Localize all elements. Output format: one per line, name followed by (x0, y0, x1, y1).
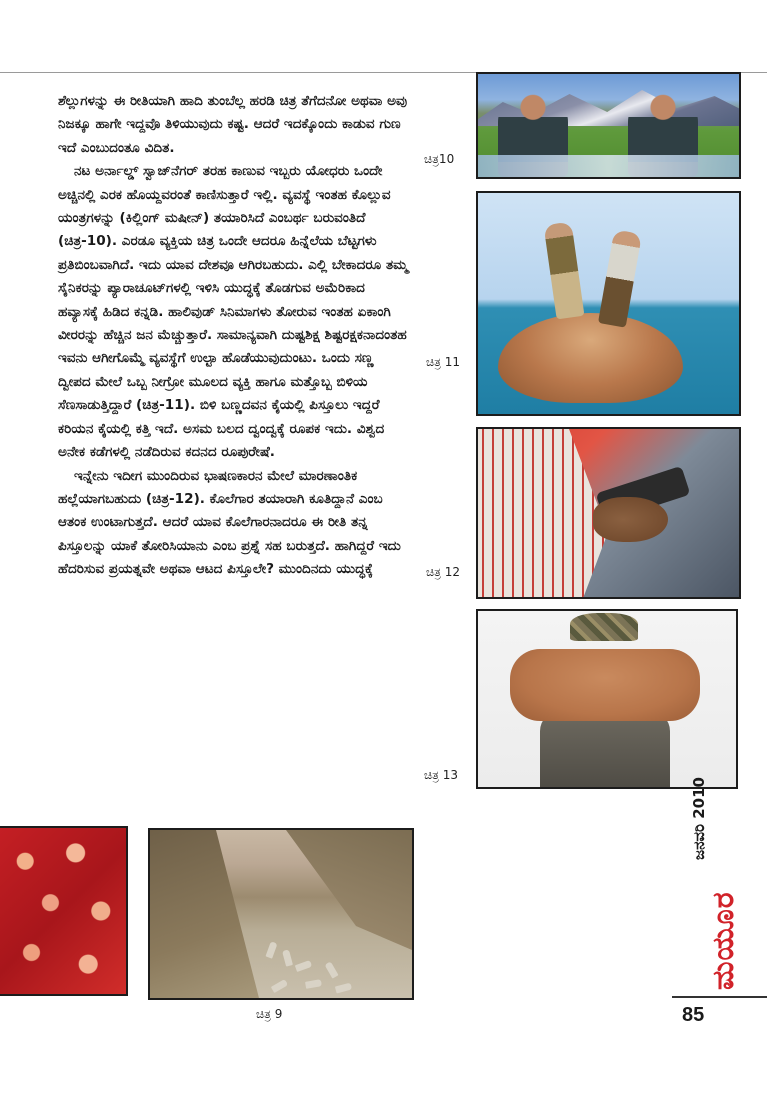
striped-cloth (478, 429, 608, 599)
shell-shape (335, 983, 352, 994)
arms-covering-face (510, 649, 700, 721)
caption-chitra-12: ಚಿತ್ರ 12 (426, 565, 461, 579)
caption-chitra-11: ಚಿತ್ರ 11 (426, 355, 461, 369)
shell-shape (305, 979, 322, 989)
caption-chitra-10: ಚಿತ್ರ10 (424, 152, 455, 166)
photo-chitra-9 (148, 828, 414, 1000)
magazine-logo: ಮಯೂರ (706, 891, 741, 990)
photo-crowd (0, 826, 128, 996)
water-splash (478, 155, 739, 177)
hillside-shape (272, 830, 412, 950)
shell-shape (324, 961, 338, 978)
shell-shape (265, 941, 277, 958)
page-number-rule (672, 996, 767, 998)
shell-shape (271, 979, 288, 993)
caption-chitra-13: ಚಿತ್ರ 13 (424, 768, 459, 782)
caption-chitra-9: ಚಿತ್ರ 9 (256, 1007, 283, 1021)
article-paragraph-1: ಶೆಲ್ಲುಗಳನ್ನು ಈ ರೀತಿಯಾಗಿ ಹಾದಿ ತುಂಬೆಲ್ಲ ಹರಡಿ ಚಿತ್ರ ತೆಗೆದನೋ ಅಥವಾ ಅವು ನಿಜಕ್ಕೂ ಹಾಗೇ ಇದ್ದವೊ ತಿಳಿಯುವುದು ಕಷ್ಟ. ಆದರೆ ಇದಕ್ಕೊಂದು ಕಾಡುವ ಗುಣ ಇದೆ ಎಂಬುದಂತೂ ವಿದಿತ. (58, 93, 408, 156)
photo-chitra-12 (476, 427, 741, 599)
person-figure (598, 229, 642, 327)
page-number: 85 (682, 1004, 705, 1026)
island-rock (498, 313, 683, 403)
shell-shape (282, 949, 293, 966)
article-paragraph-2: ನಟ ಅರ್ನಾಲ್ಡ್ ಸ್ವಾಜ್‌ನೆಗರ್ ತರಹ ಕಾಣುವ ಇಬ್ಬರು ಯೋಧರು ಒಂದೇ ಅಚ್ಚಿನಲ್ಲಿ ಎರಕ ಹೊಯ್ದವರಂತೆ ಕಾಣಿಸುತ್ತಾರೆ ಇಲ್ಲಿ. ವ್ಯವಸ್ಥೆ ಇಂತಹ ಕೊಲ್ಲುವ ಯಂತ್ರಗಳನ್ನು (ಕಿಲ್ಲಿಂಗ್ ಮಷೀನ್) ತಯಾರಿಸಿದೆ ಎಂಬರ್ಥ ಬರುವಂತಿದೆ (ಚಿತ್ರ-10). ಎರಡೂ ವ್ಯಕ್ತಿಯ ಚಿತ್ರ ಒಂದೇ ಆದರೂ ಹಿನ್ನೆಲೆಯ ಬೆಟ್ಟಗಳು ಪ್ರತಿಬಿಂಬವಾಗಿದೆ. ಇದು ಯಾವ ದೇಶವೂ ಆಗಿರಬಹುದು. ಎಲ್ಲಿ ಬೇಕಾದರೂ ತಮ್ಮ ಸೈನಿಕರನ್ನು ಪ್ಯಾರಾಚೂಟ್‌ಗಳಲ್ಲಿ ಇಳಿಸಿ ಯುದ್ಧಕ್ಕೆ ತೊಡಗುವ ಅಮೆರಿಕಾದ ಹವ್ಯಾಸಕ್ಕೆ ಹಿಡಿದ ಕನ್ನಡಿ. ಹಾಲಿವುಡ್ ಸಿನಿಮಾಗಳು ತೋರುವ ಇಂತಹ ಏಕಾಂಗಿ ವೀರರನ್ನು ಹೆಚ್ಚಿನ ಜನ ಮೆಚ್ಚುತ್ತಾರೆ. ಸಾಮಾನ್ಯವಾಗಿ ದುಷ್ಟಶಿಕ್ಷ ಶಿಷ್ಟರಕ್ಷಕನಾದಂತಹ ಇವನು ಆಗೀಗೊಮ್ಮೆ ವ್ಯವಸ್ಥೆಗೆ ಉಲ್ಟಾ ಹೊಡೆಯುವುದುಂಟು. ಒಂದು ಸಣ್ಣ ದ್ವೀಪದ ಮೇಲೆ ಒಬ್ಬ ನೀಗ್ರೋ ಮೂಲದ ವ್ಯಕ್ತಿ ಹಾಗೂ ಮತ್ತೊಬ್ಬ ಬಿಳಿಯ ಸೆಣಸಾಡುತ್ತಿದ್ದಾರೆ (ಚಿತ್ರ-11). ಬಿಳಿ ಬಣ್ಣದವನ ಕೈಯಲ್ಲಿ ಪಿಸ್ತೂಲು ಇದ್ದರೆ ಕರಿಯನ ಕೈಯಲ್ಲಿ ಕತ್ತಿ ಇದೆ. ಅಸಮ ಬಲದ ದ್ವಂದ್ವಕ್ಕೆ ರೂಪಕ ಇದು. ವಿಶ್ವದ ಅನೇಕ ಕಡೆಗಳಲ್ಲಿ ನಡೆದಿರುವ ಕದನದ ರೂಪುರೇಷೆ. (58, 163, 408, 461)
hillside-shape (150, 830, 260, 1000)
hand-shape (593, 497, 668, 542)
issue-date: ಜನವರಿ 2010 (690, 777, 708, 860)
shirt-shape (540, 711, 670, 789)
photo-chitra-13 (476, 609, 738, 789)
camouflage-cap (570, 613, 638, 641)
person-figure (544, 222, 585, 320)
photo-chitra-10 (476, 72, 741, 179)
shell-shape (295, 960, 312, 972)
photo-chitra-11 (476, 191, 741, 416)
article-paragraph-3: ಇನ್ನೇನು ಇದೀಗ ಮುಂದಿರುವ ಭಾಷಣಕಾರನ ಮೇಲೆ ಮಾರಣಾಂತಿಕ ಹಲ್ಲೆಯಾಗಬಹುದು (ಚಿತ್ರ-12). ಕೊಲೆಗಾರ ತಯಾರಾಗಿ ಕೂತಿದ್ದಾನೆ ಎಂಬ ಆತಂಕ ಉಂಟಾಗುತ್ತದೆ. ಆದರೆ ಯಾವ ಕೊಲೆಗಾರನಾದರೂ ಈ ರೀತಿ ತನ್ನ ಪಿಸ್ತೂಲನ್ನು ಯಾಕೆ ತೋರಿಸಿಯಾನು ಎಂಬ ಪ್ರಶ್ನೆ ಸಹ ಬರುತ್ತದೆ. ಹಾಗಿದ್ದರೆ ಇದು ಹೆದರಿಸುವ ಪ್ರಯತ್ನವೇ ಅಥವಾ ಆಟದ ಪಿಸ್ತೂಲೇ? ಮುಂದಿನದು ಯುದ್ಧಕ್ಕೆ (58, 467, 401, 578)
article-body (58, 90, 408, 582)
